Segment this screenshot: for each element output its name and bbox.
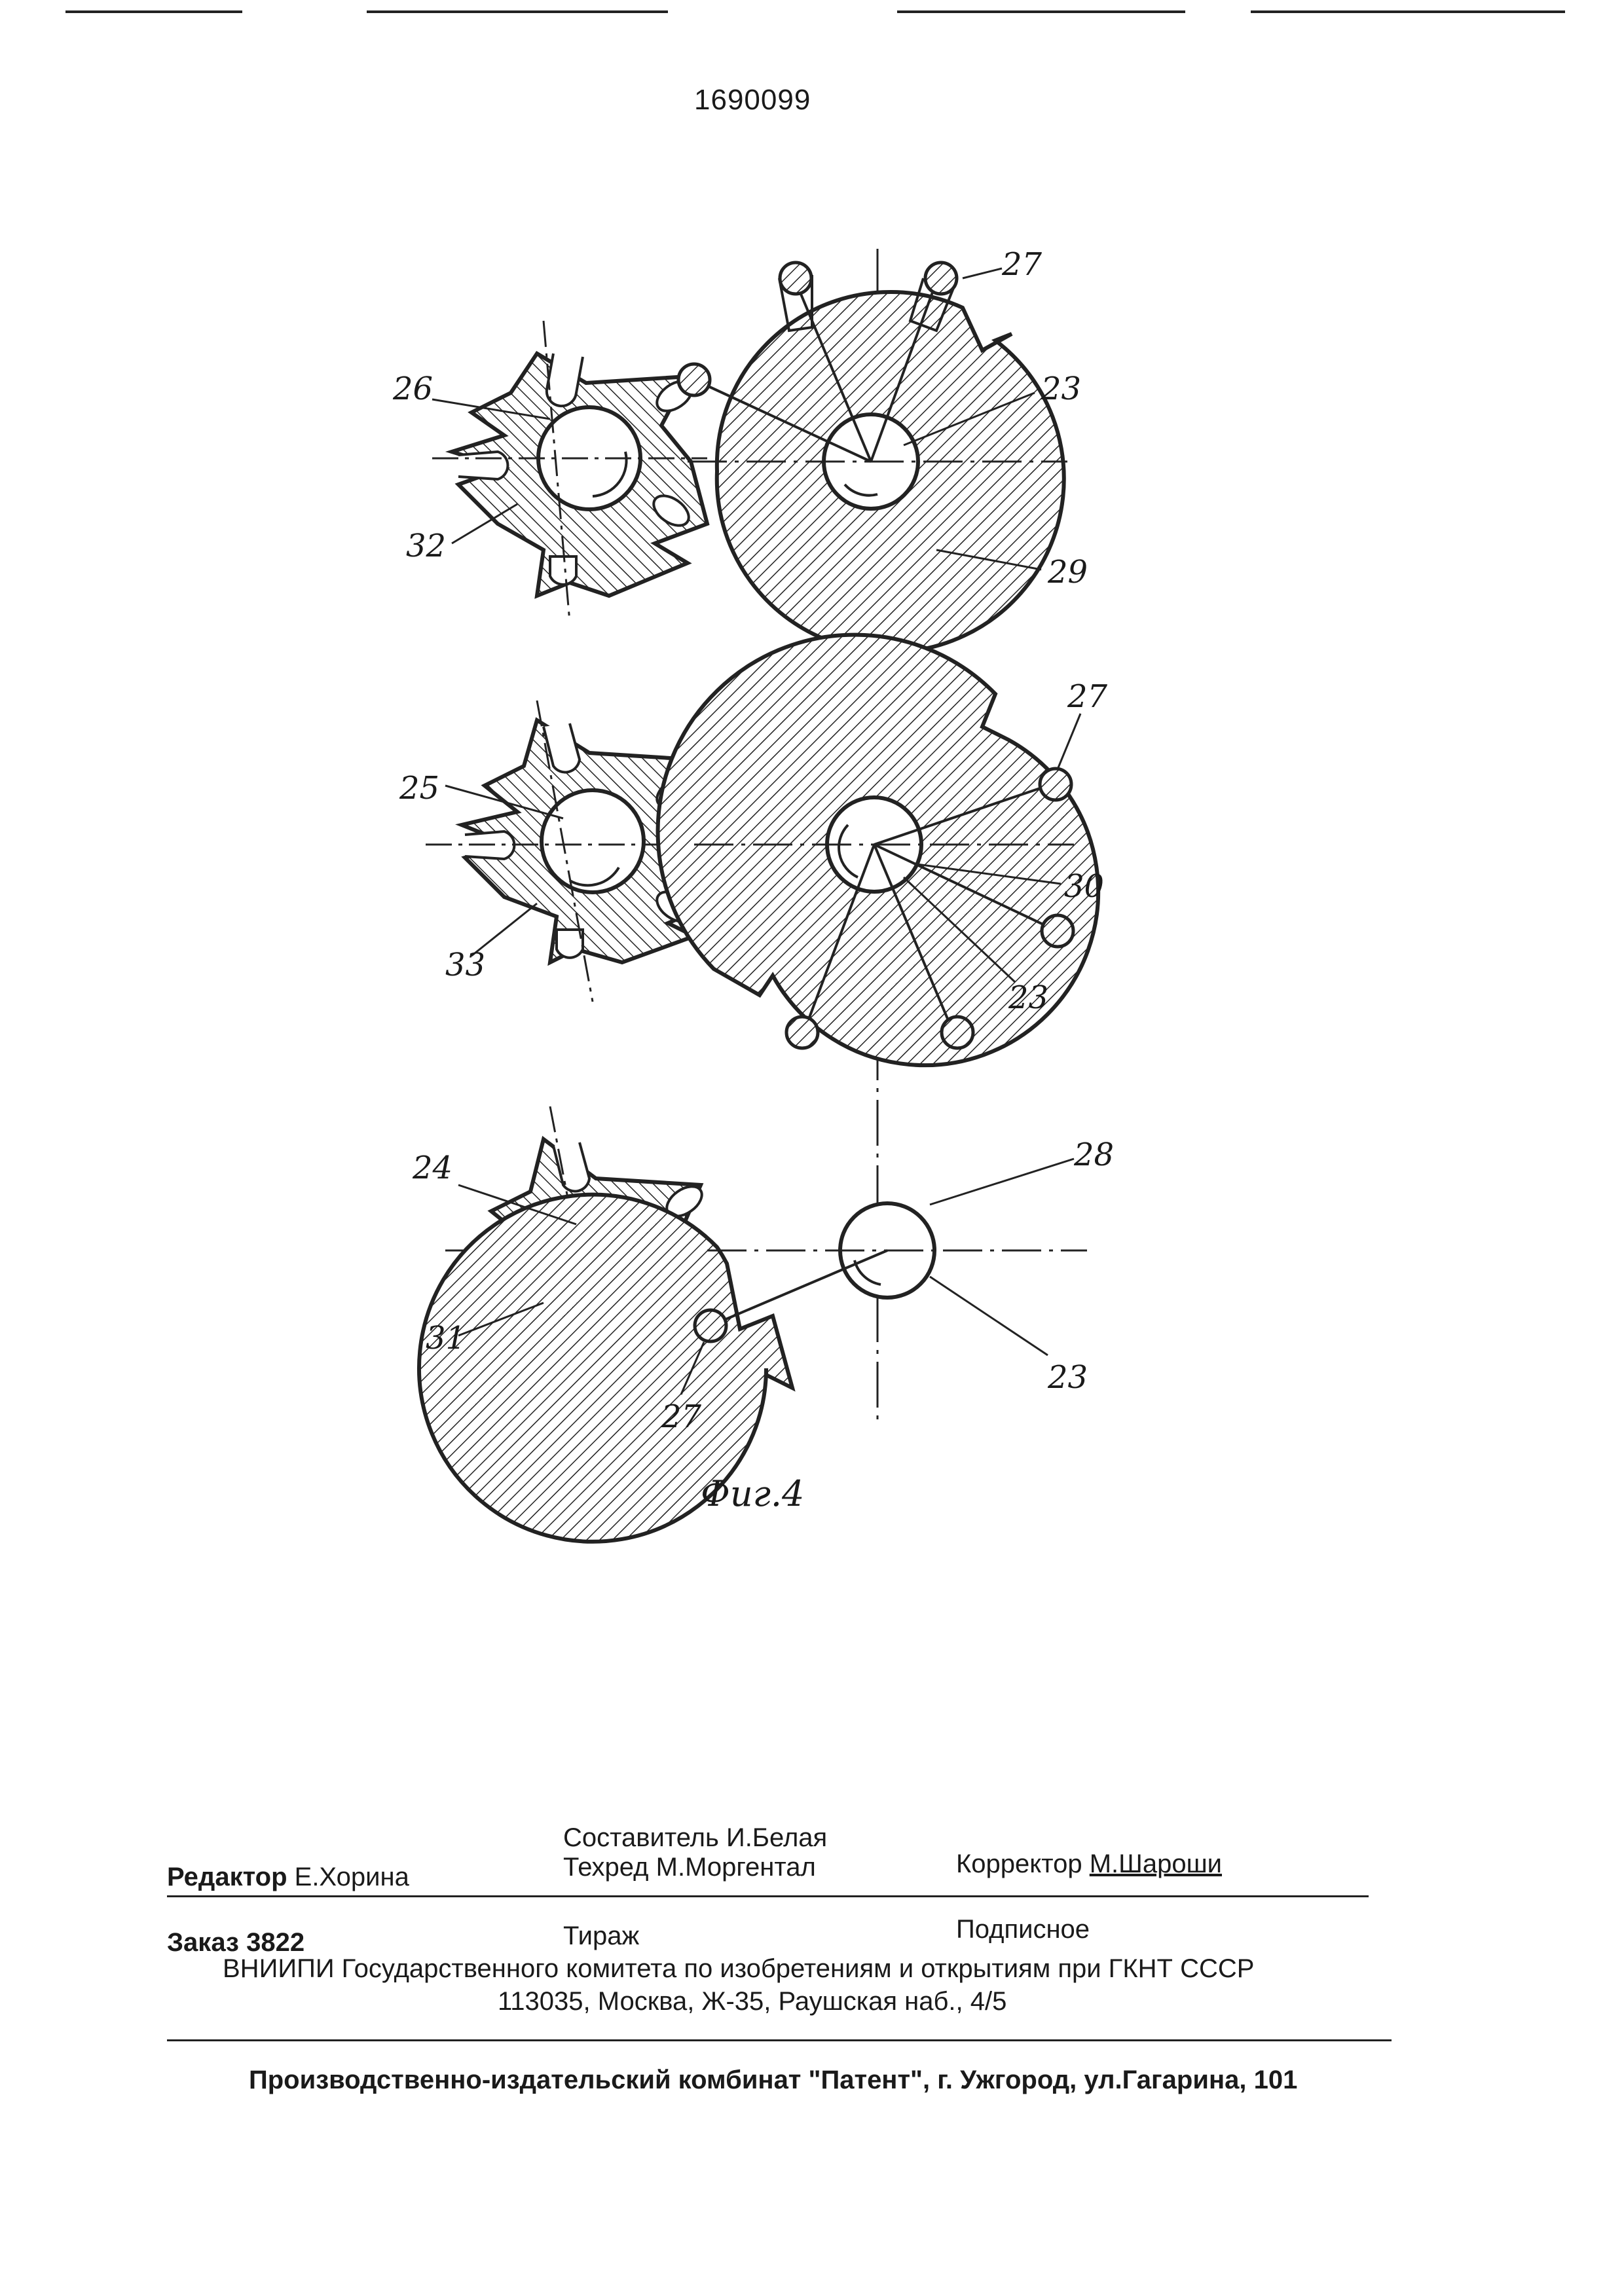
editor-label: Редактор bbox=[167, 1863, 287, 1891]
editor-line bbox=[167, 1863, 409, 1892]
corrector-line bbox=[956, 1850, 1222, 1879]
publisher-line: Производственно-издательский комбинат "Патент", г. Ужгород, ул.Гагарина, 101 bbox=[249, 2066, 1297, 2095]
top-assembly bbox=[392, 246, 1088, 652]
label-29: 29 bbox=[1047, 554, 1088, 591]
label-28: 28 bbox=[1073, 1137, 1114, 1173]
label-26: 26 bbox=[392, 371, 433, 407]
label-31: 31 bbox=[426, 1320, 466, 1357]
patent-number: 1690099 bbox=[694, 84, 811, 117]
slot bbox=[550, 556, 576, 585]
label-30: 30 bbox=[1064, 868, 1104, 905]
label-23: 23 bbox=[1047, 1359, 1088, 1396]
slot bbox=[458, 452, 507, 479]
pin-27 bbox=[925, 263, 957, 294]
corrector-label: Корректор bbox=[956, 1850, 1082, 1878]
pin-27 bbox=[1040, 769, 1071, 800]
slot bbox=[557, 930, 583, 958]
order-label: Заказ bbox=[167, 1928, 239, 1957]
subscription-label: Подписное bbox=[956, 1915, 1090, 1944]
pin-27 bbox=[695, 1310, 726, 1341]
label-27: 27 bbox=[1001, 246, 1043, 283]
figure-caption: Фиг.4 bbox=[701, 1473, 804, 1514]
institute-line: ВНИИПИ Государственного комитета по изобретениям и открытиям при ГКНТ СССР bbox=[223, 1954, 1254, 1984]
address-line: 113035, Москва, Ж-35, Раушская наб., 4/5 bbox=[498, 1987, 1006, 2016]
techred-line bbox=[563, 1853, 816, 1882]
label-23: 23 bbox=[1041, 371, 1081, 407]
label-27: 27 bbox=[661, 1398, 702, 1435]
middle-assembly bbox=[399, 635, 1108, 1066]
pin-27 bbox=[942, 1017, 973, 1048]
editor-name: Е.Хорина bbox=[295, 1863, 409, 1891]
pin-27 bbox=[1042, 915, 1073, 947]
circulation-label: Тираж bbox=[563, 1922, 639, 1951]
label-24: 24 bbox=[412, 1150, 452, 1186]
imprint-divider bbox=[167, 1895, 1369, 1897]
label-23: 23 bbox=[1008, 979, 1048, 1016]
order-number: 3822 bbox=[246, 1928, 304, 1957]
label-33: 33 bbox=[445, 947, 485, 983]
compiler-label: Составитель bbox=[563, 1823, 719, 1852]
pin-27 bbox=[678, 364, 710, 395]
techred-label: Техред bbox=[563, 1853, 649, 1882]
corrector-name: М.Шароши bbox=[1090, 1850, 1222, 1878]
label-32: 32 bbox=[406, 528, 446, 564]
pin-27 bbox=[780, 263, 811, 294]
label-25: 25 bbox=[399, 770, 439, 807]
techred-name: М.Моргентал bbox=[656, 1853, 816, 1882]
label-27: 27 bbox=[1067, 678, 1108, 715]
compiler-name: И.Белая bbox=[726, 1823, 827, 1852]
order-line bbox=[167, 1928, 304, 1958]
compiler-line bbox=[563, 1823, 827, 1853]
pin-27 bbox=[786, 1017, 818, 1048]
imprint-divider bbox=[167, 2039, 1392, 2041]
mechanism-drawing bbox=[0, 0, 1624, 1571]
